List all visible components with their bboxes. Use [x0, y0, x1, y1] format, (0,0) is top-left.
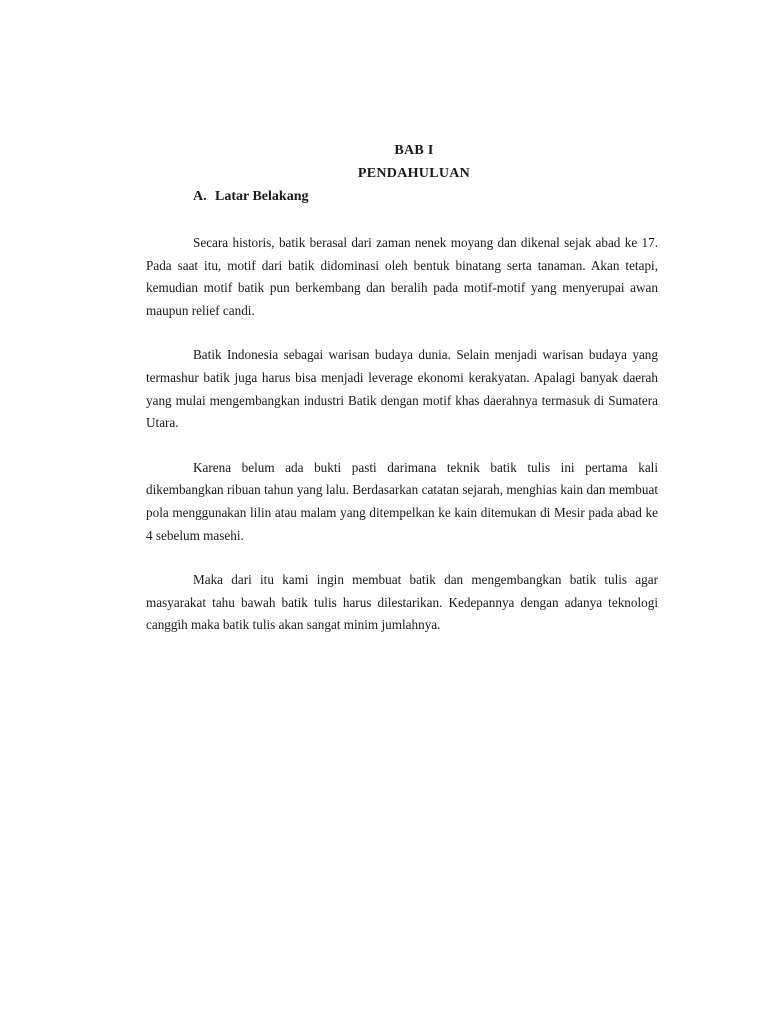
- paragraph: Secara historis, batik berasal dari zaman nenek moyang dan dikenal sejak abad ke 17. Pada saat itu, motif dari batik didominasi oleh bentuk binatang serta tanaman. Akan tetapi, kemudian motif batik pun berkembang dan beralih pada motif-motif yang menyerupai awan maupun relief candi.: [146, 235, 658, 318]
- paragraph: Karena belum ada bukti pasti darimana teknik batik tulis ini pertama kali dikembangkan ribuan tahun yang lalu. Berdasarkan catatan sejarah, menghias kain dan membuat pola menggunakan lilin atau malam yang ditempelkan ke kain ditemukan di Mesir pada abad ke 4 sebelum masehi.: [146, 459, 658, 543]
- paragraph: Maka dari itu kami ingin membuat batik dan mengembangkan batik tulis agar masyarakat tahu bawah batik tulis harus dilestarikan. Kedepannya dengan adanya teknologi canggih maka batik tulis akan sangat minim jumlahnya.: [146, 572, 658, 633]
- chapter-title: PENDAHULUAN: [357, 166, 471, 181]
- chapter-number: BAB I: [394, 143, 434, 158]
- paragraph: Batik Indonesia sebagai warisan budaya dunia. Selain menjadi warisan budaya yang termashur batik juga harus bisa menjadi leverage ekonomi kerakyatan. Apalagi banyak daerah yang mulai mengembangkan industri Batik dengan motif khas daerahnya termasuk di Sumatera Utara.: [146, 347, 658, 431]
- section-title: Latar Belakang: [215, 189, 309, 204]
- section-marker: A.: [193, 189, 207, 204]
- body-text: [146, 232, 658, 659]
- section-heading: [193, 189, 308, 205]
